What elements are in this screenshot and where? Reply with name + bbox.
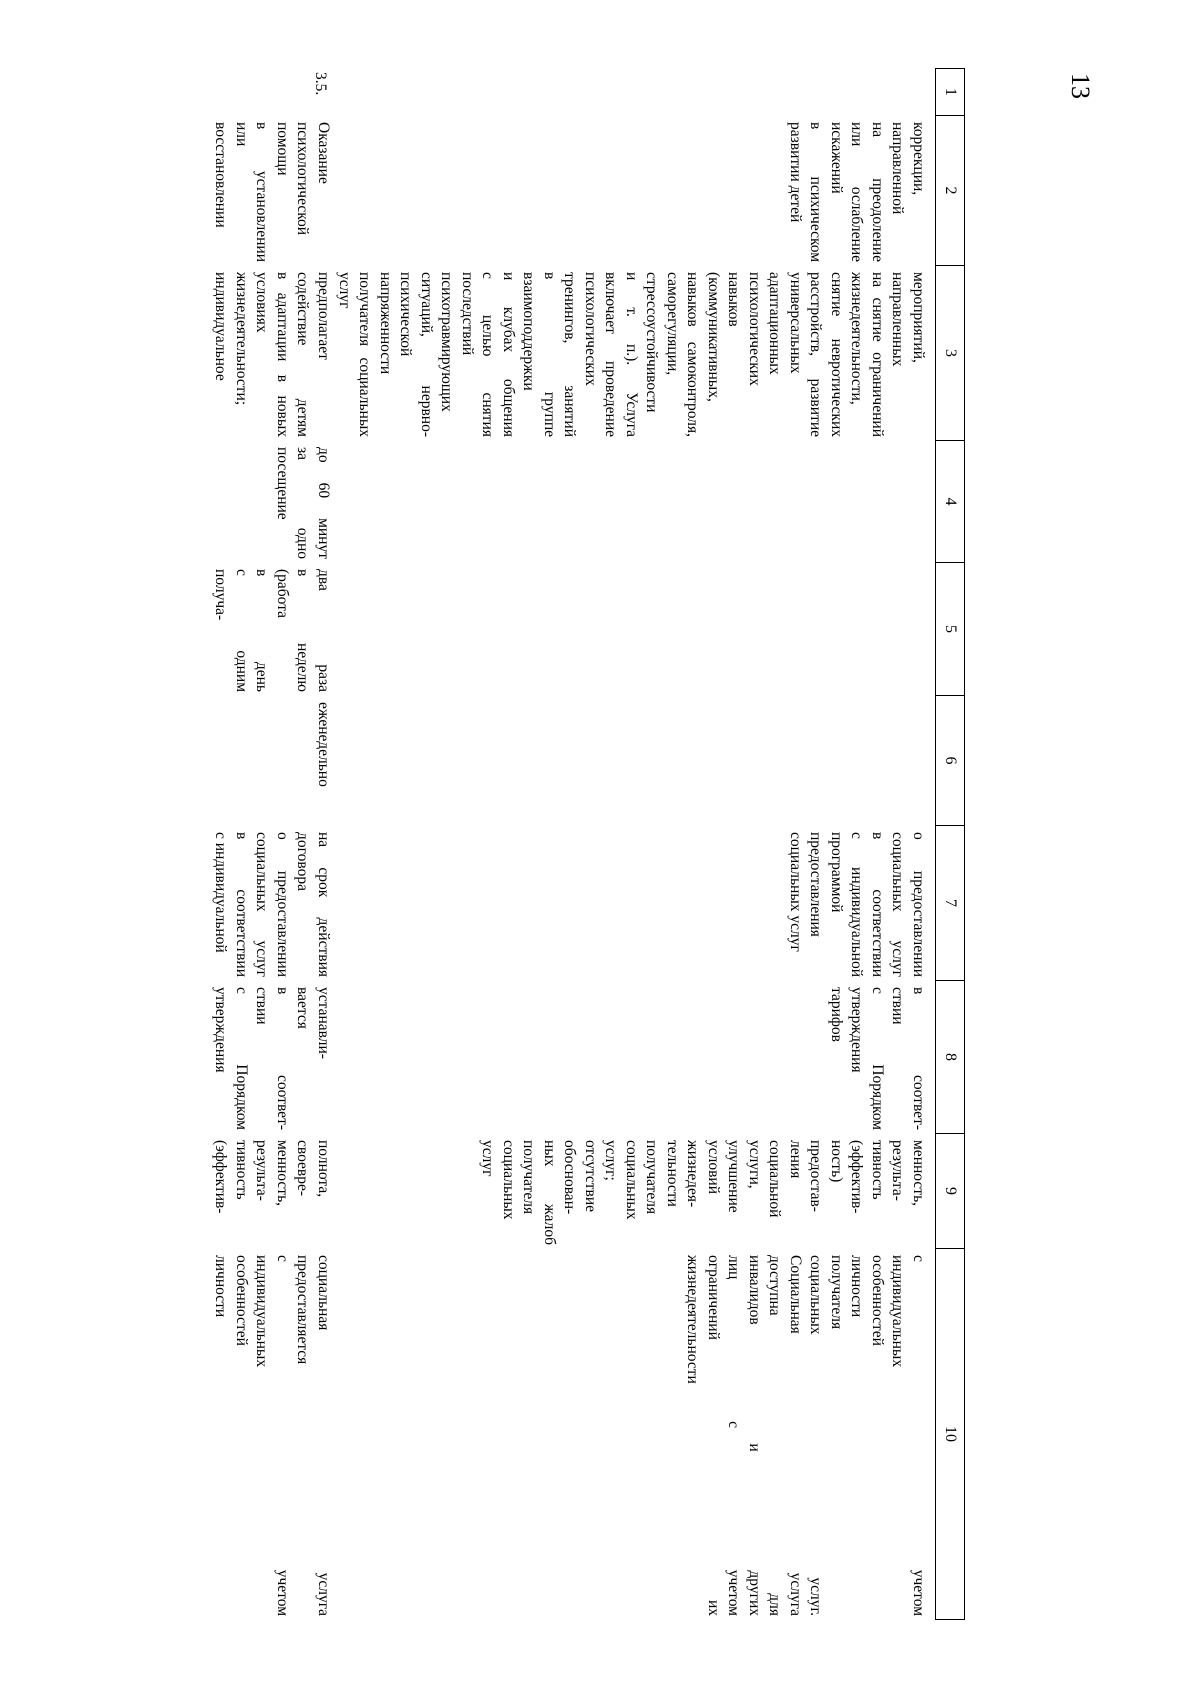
cell-line: в установлении — [253, 122, 271, 262]
cell-line: или — [233, 122, 250, 147]
cell-line: саморегуляции, — [664, 272, 681, 376]
cell-line: (работа — [274, 569, 291, 619]
cell-line: получа- — [212, 569, 230, 621]
cell-line: лиц с учетом — [725, 1255, 743, 1616]
row1-periodicity — [340, 696, 935, 826]
cell-line: услуг — [479, 1140, 497, 1177]
cell-line: с учетом — [910, 1255, 927, 1616]
cell-line: тренингов, занятий — [561, 272, 579, 437]
cell-line: тивность — [869, 1140, 886, 1200]
cell-line: восстановлении — [212, 122, 230, 228]
row2-conditions — [175, 1249, 340, 1620]
cell-line: жизнедея- — [684, 1140, 702, 1208]
row2-duration — [175, 441, 340, 563]
cell-line: социальных — [623, 1140, 640, 1220]
header-col-4: 4 — [935, 441, 965, 563]
cell-line: (коммуникативных, — [705, 272, 722, 402]
cell-line: о предоставлении — [274, 832, 291, 977]
row1-frequency — [340, 563, 935, 696]
cell-line: утверждения — [848, 987, 866, 1073]
cell-line: получателя — [643, 1140, 661, 1215]
cell-line: в психическом — [807, 122, 825, 262]
row2-frequency — [175, 563, 340, 696]
cell-line: тельности — [664, 1140, 681, 1207]
cell-line: ных жалоб — [541, 1140, 558, 1245]
services-table — [175, 68, 965, 1620]
row2-tariff — [175, 981, 340, 1134]
cell-line: особенностей — [869, 1255, 886, 1346]
cell-line: коррекции, — [910, 122, 927, 196]
cell-line: инвалидов и других — [746, 1255, 763, 1616]
cell-line: доступна для — [766, 1255, 784, 1616]
rotated-table-area — [175, 68, 965, 1620]
cell-line: с индивидуальной — [848, 832, 866, 977]
cell-line: на преодоление — [869, 122, 886, 262]
cell-line: результа- — [253, 1140, 271, 1201]
cell-line: за одно — [294, 447, 312, 559]
cell-line: о предоставлении — [910, 832, 927, 977]
cell-line: адаптационных — [766, 272, 784, 375]
cell-line: с Порядком — [869, 987, 886, 1130]
cell-line: психологических — [746, 272, 763, 386]
cell-line: услуг; — [602, 1140, 620, 1181]
cell-line: с целью снятия — [479, 272, 497, 437]
cell-line: условиях — [253, 272, 271, 333]
cell-line: жизнедеятельности, — [848, 272, 866, 405]
cell-line: стрессоустойчивости — [643, 272, 661, 413]
cell-line: улучшение — [725, 1140, 743, 1213]
cell-line: ограничений их — [705, 1255, 722, 1616]
cell-line: жизнедеятельности — [684, 1255, 702, 1384]
cell-line: до 60 минут — [315, 447, 332, 559]
row2-term — [175, 826, 340, 981]
cell-line: снятие невротических — [828, 272, 845, 437]
cell-line: с учетом — [274, 1255, 291, 1616]
cell-line: взаимоподдержки — [520, 272, 538, 391]
cell-line: напряженности — [377, 272, 394, 375]
header-col-6: 6 — [935, 696, 965, 826]
cell-line: предостав- — [807, 1140, 825, 1212]
row1-number — [340, 68, 935, 116]
cell-line: посещение — [274, 447, 291, 520]
cell-line: (эффектив- — [848, 1140, 866, 1214]
cell-line: развитии детей — [787, 122, 804, 223]
header-col-3: 3 — [935, 266, 965, 441]
cell-line: (эффектив- — [212, 1140, 230, 1214]
header-col-1: 1 — [935, 68, 965, 116]
cell-line: ления — [787, 1140, 804, 1179]
cell-line: индивидуальных — [253, 1255, 271, 1368]
cell-line: мероприятий, — [910, 272, 927, 363]
cell-line: результа- — [889, 1140, 907, 1201]
cell-line: навыков самоконтроля, — [684, 272, 702, 437]
page-number: 13 — [1066, 73, 1095, 99]
cell-line: предполагает — [315, 272, 332, 360]
header-col-10: 10 — [935, 1249, 965, 1620]
cell-line: Социальная услуга — [787, 1255, 804, 1616]
header-col-5: 5 — [935, 563, 965, 696]
cell-line: универсальных — [787, 272, 804, 374]
row1-service-name — [340, 116, 935, 266]
cell-line: жизнедеятельности; — [233, 272, 250, 406]
cell-line: или ослабление — [848, 122, 866, 262]
cell-line: предоставления — [807, 832, 825, 937]
row1-conditions — [340, 1249, 935, 1620]
cell-line: менность, — [910, 1140, 927, 1207]
cell-line: социальной — [766, 1140, 784, 1218]
cell-line: социальных услуг — [889, 832, 907, 977]
cell-line: искажений — [828, 122, 845, 194]
cell-line: в группе — [541, 272, 558, 437]
cell-line: менность, — [274, 1140, 291, 1207]
cell-line: социальных услуг — [787, 832, 804, 952]
cell-line: последствий — [459, 272, 476, 356]
cell-line: получателя — [520, 1140, 538, 1215]
cell-line: в соответствии — [233, 832, 250, 977]
cell-line: ность) — [828, 1140, 845, 1183]
cell-line: социальных — [500, 1140, 517, 1220]
row2-service-name — [175, 116, 340, 266]
row1-term — [340, 826, 935, 981]
cell-line: утверждения — [212, 987, 230, 1073]
cell-line: на срок действия — [315, 832, 332, 977]
cell-line: направленных — [889, 272, 907, 367]
cell-line: в соответ- — [274, 987, 291, 1130]
cell-line: индивидуальное — [212, 272, 230, 381]
cell-line: направленной — [889, 122, 907, 215]
cell-line: особенностей — [233, 1255, 250, 1346]
cell-line: помощи — [274, 122, 291, 176]
cell-line: личности — [212, 1255, 230, 1318]
cell-line: условий — [705, 1140, 722, 1195]
cell-line: социальных услуг. — [807, 1255, 825, 1616]
cell-line: психотравмирующих — [438, 272, 456, 412]
cell-line: ситуаций, нервно- — [418, 272, 435, 437]
cell-line: включает проведение — [602, 272, 620, 437]
cell-line: и т. п.). Услуга — [623, 272, 640, 437]
cell-line: тивность — [233, 1140, 250, 1200]
cell-line: в соответ- — [910, 987, 927, 1130]
cell-line: два раза — [315, 569, 332, 692]
cell-line: с одним — [233, 569, 250, 692]
cell-line: и клубах общения — [500, 272, 517, 437]
row2-quality — [175, 1134, 340, 1249]
cell-line: психологических — [582, 272, 599, 386]
row1-quality — [340, 1134, 935, 1249]
cell-line: отсутствие — [582, 1140, 599, 1213]
cell-line: обоснован- — [561, 1140, 579, 1215]
cell-line: психологической — [294, 122, 312, 236]
cell-line: Оказание — [315, 122, 332, 184]
cell-line: личности — [848, 1255, 866, 1318]
cell-line: получателя социальных — [356, 272, 374, 437]
cell-line: психической — [397, 272, 415, 357]
header-col-2: 2 — [935, 116, 965, 266]
cell-line: в адаптации в новых — [274, 272, 291, 437]
row2-periodicity — [175, 696, 340, 826]
header-col-9: 9 — [935, 1134, 965, 1249]
header-col-7: 7 — [935, 826, 965, 981]
cell-line: предоставляется — [294, 1255, 312, 1365]
cell-line: с индивидуальной — [212, 832, 230, 953]
row1-service-description — [336, 266, 935, 441]
cell-line: полнота, — [315, 1140, 332, 1198]
cell-line: ствии — [253, 987, 271, 1025]
cell-line: вается — [294, 987, 312, 1029]
cell-line: договора — [294, 832, 312, 891]
cell-line: услуги, — [746, 1140, 763, 1189]
cell-line: устанавли- — [315, 987, 332, 1059]
cell-line: услуг — [336, 272, 353, 309]
row2-service-description — [175, 266, 340, 441]
cell-line: расстройств, развитие — [807, 272, 825, 437]
cell-line: еженедельно — [315, 702, 332, 787]
cell-line: программой — [828, 832, 845, 913]
row1-duration — [340, 441, 935, 563]
cell-line: своевре- — [294, 1140, 312, 1197]
cell-line: социальная услуга — [315, 1255, 332, 1616]
cell-line: в неделю — [294, 569, 312, 692]
cell-line: содействие детям — [294, 272, 312, 437]
row1-tariff — [340, 981, 935, 1134]
cell-line: в день — [253, 569, 271, 692]
cell-line: на снятие ограничений — [869, 272, 886, 437]
header-col-8: 8 — [935, 981, 965, 1134]
cell-line: получателя — [828, 1255, 845, 1330]
cell-line: индивидуальных — [889, 1255, 907, 1368]
cell-line: в соответствии — [869, 832, 886, 977]
cell-line: с Порядком — [233, 987, 250, 1130]
row2-number: 3.5. — [312, 72, 329, 96]
cell-line: социальных услуг — [253, 832, 271, 977]
cell-line: тарифов — [828, 987, 845, 1042]
cell-line: ствии — [889, 987, 907, 1025]
cell-line: навыков — [725, 272, 743, 327]
